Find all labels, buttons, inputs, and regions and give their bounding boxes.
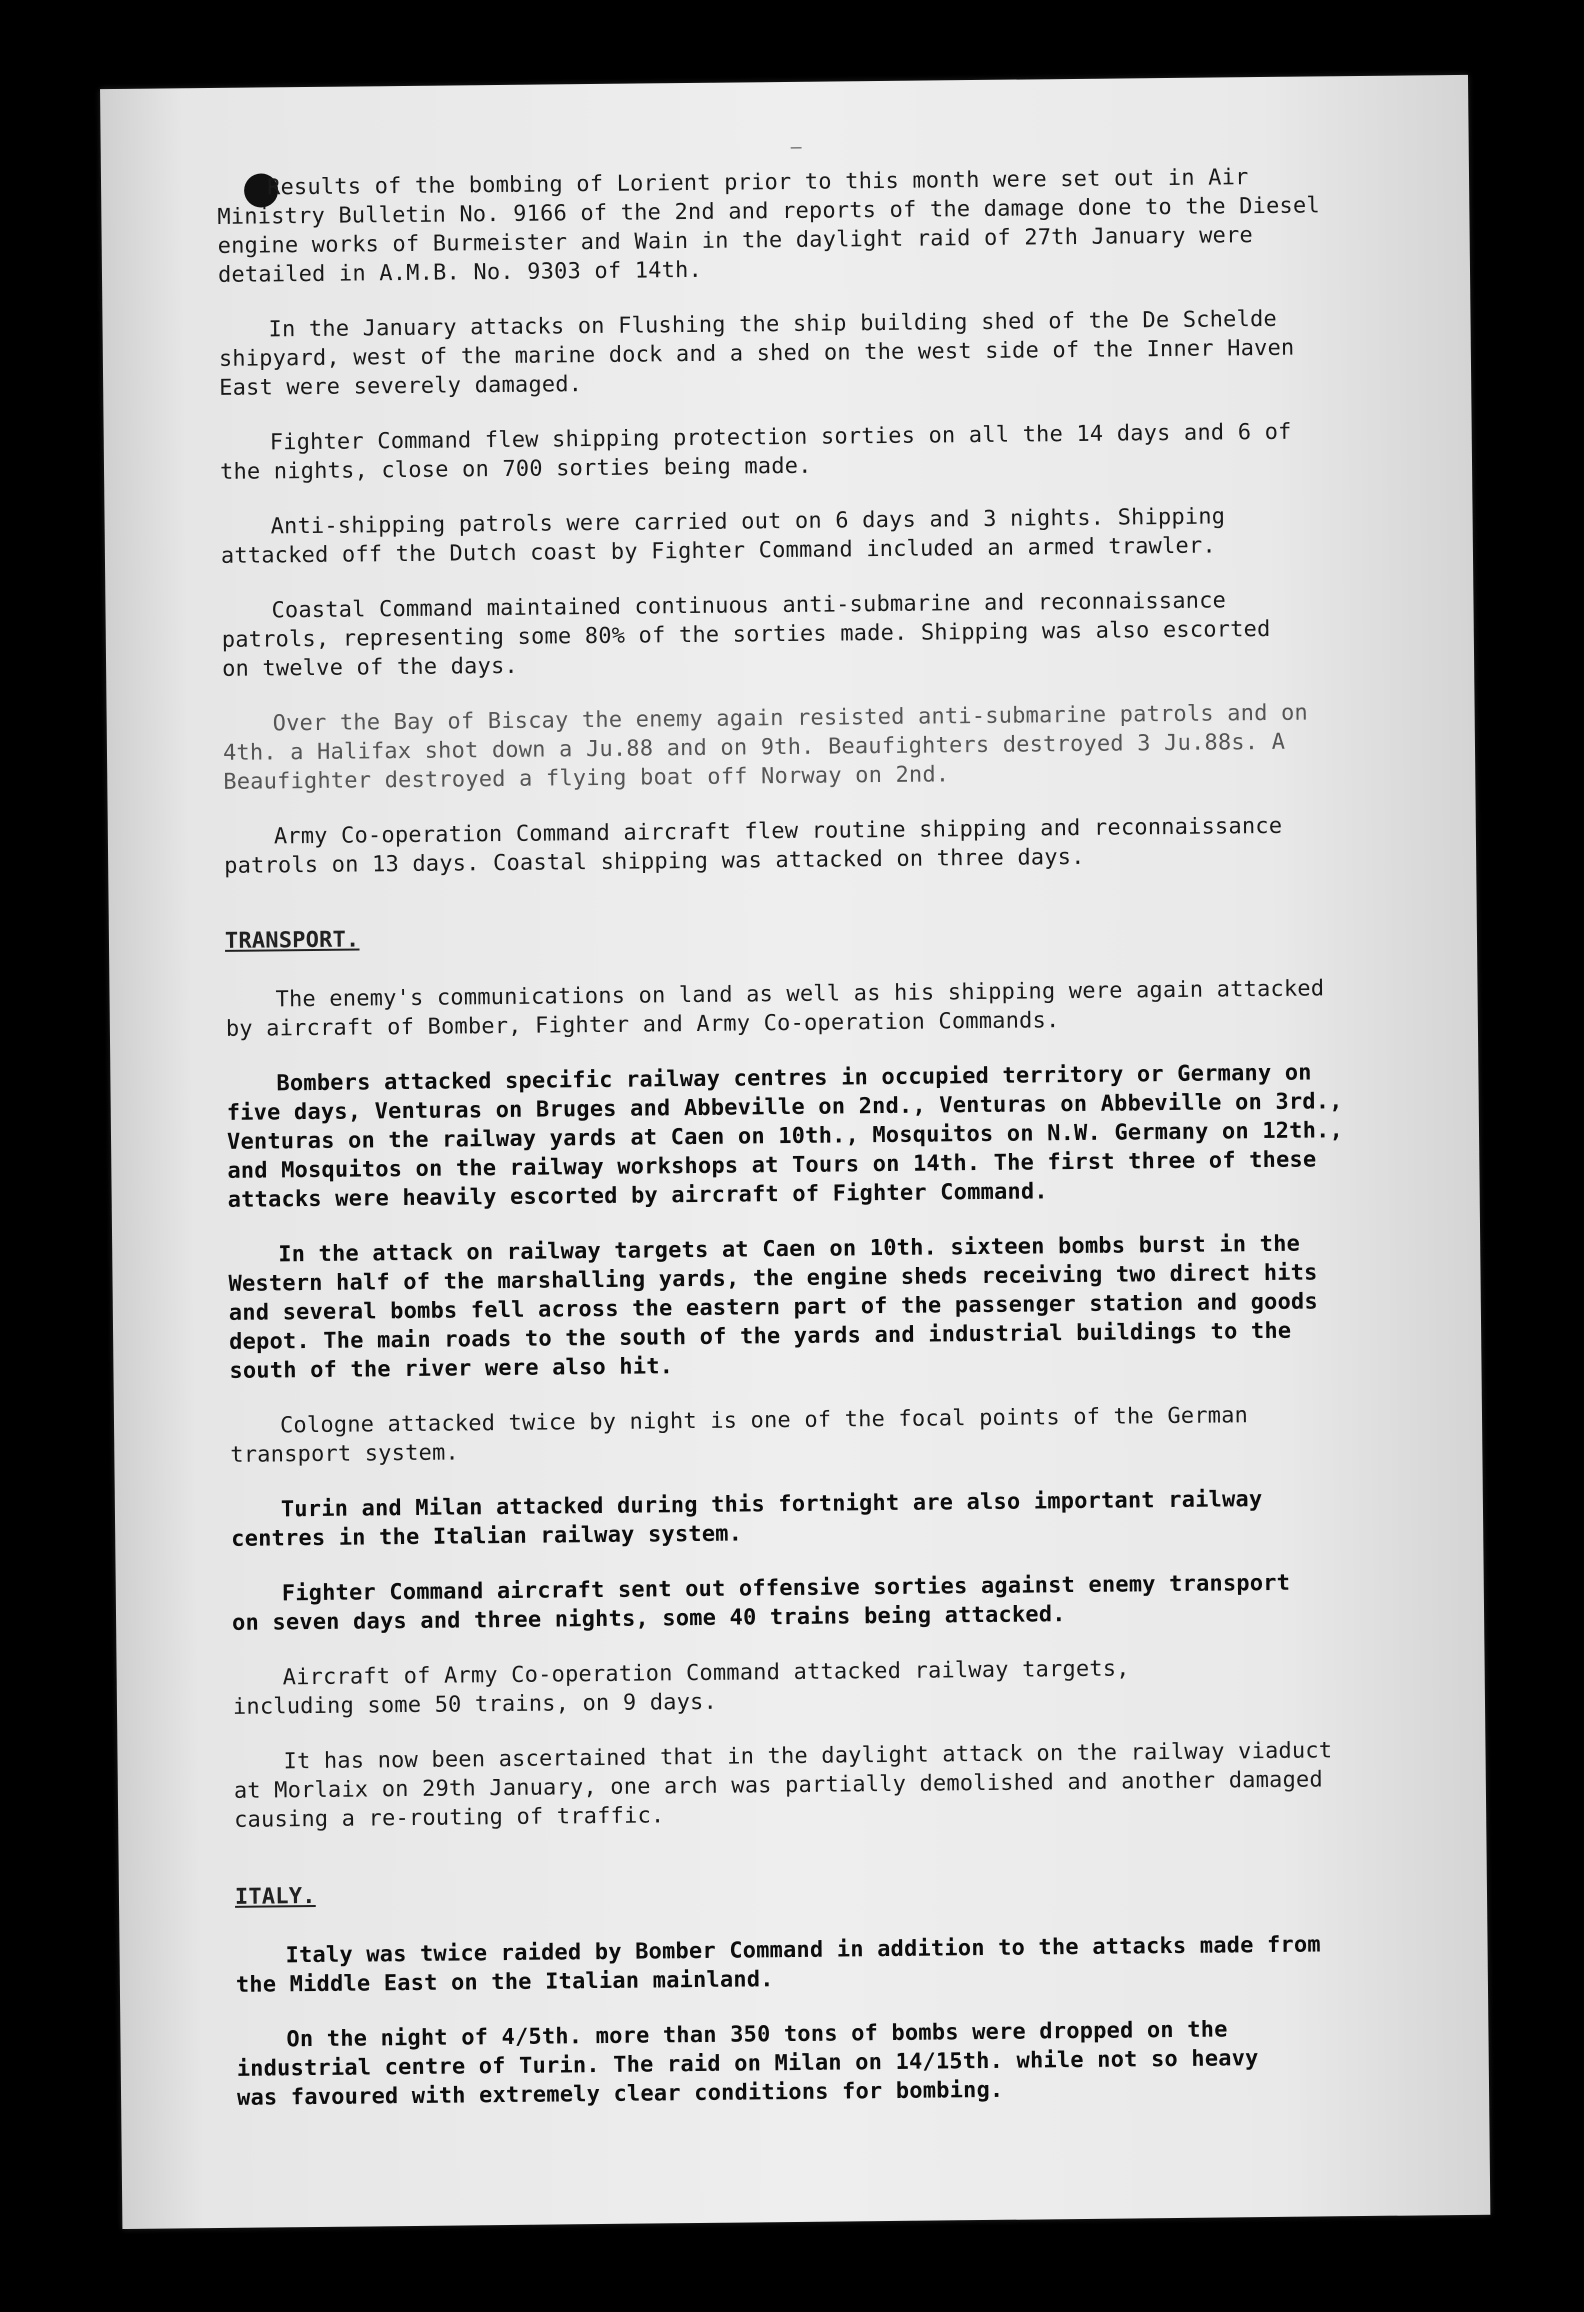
paragraph-fighter-offensive-sorties: Fighter Command aircraft sent out offensive sorties against enemy transport on seven days and three nights, some 40 trains being attacked.	[231, 1570, 1291, 1636]
document-body	[217, 161, 1488, 2139]
paragraph-army-cooperation: Army Co-operation Command aircraft flew routine shipping and reconnaissance patrols on 13 days. Coastal shipping was attacked on three days.	[224, 813, 1283, 879]
document-page	[100, 75, 1490, 2229]
page-mark: —	[790, 136, 802, 158]
paragraph-enemy-communications: The enemy's communications on land as well as his shipping were again attacked by aircraft of Bomber, Fighter and Army Co-operation Commands.	[225, 976, 1325, 1042]
paragraph-bombers-railway-centres: Bombers attacked specific railway centres in occupied territory or Germany on five days, Venturas on Bruges and Abbeville on 2nd., Venturas on Abbeville on 3rd., Venturas on the railway yards at Caen on 10th., Mosquitos on N.W. Germany on 12th., and Mosquitos on the railway workshops at Tours on 14th. The first three of these attacks were heavily escorted by aircraft of Fighter Command.	[226, 1060, 1344, 1213]
paragraph-anti-shipping-patrols: Anti-shipping patrols were carried out on 6 days and 3 nights. Shipping attacked off the Dutch coast by Fighter Command included an armed trawler.	[220, 504, 1226, 569]
paragraph-cologne: Cologne attacked twice by night is one of the focal points of the German transport system.	[230, 1403, 1249, 1468]
paragraph-caen-attack: In the attack on railway targets at Caen on 10th. sixteen bombs burst in the Western half of the marshalling yards, the engine sheds receiving two direct hits and several bombs fell across the eastern part of the passenger station and goods depot. The main roads to the south of the yards and industrial buildings to the south of the river were also hit.	[228, 1231, 1318, 1384]
paragraph-flushing-attacks: In the January attacks on Flushing the ship building shed of the De Schelde shipyard, west of the marine dock and a shed on the west side of the Inner Haven East were severely damaged.	[218, 306, 1295, 401]
paragraph-turin-milan-railway: Turin and Milan attacked during this fortnight are also important railway centres in the Italian railway system.	[231, 1487, 1263, 1552]
paragraph-fighter-command-protection: Fighter Command flew shipping protection sorties on all the 14 days and 6 of the nights, close on 700 sorties being made.	[219, 419, 1292, 485]
paragraph-turin-milan-raids: On the night of 4/5th. more than 350 tons of bombs were dropped on the industrial centre of Turin. The raid on Milan on 14/15th. while not so heavy was favoured with extremely clear conditions for bombing.	[236, 2017, 1259, 2111]
paragraph-morlaix-viaduct: It has now been ascertained that in the daylight attack on the railway viaduct at Morlaix on 29th January, one arch was partially demolished and another damaged causing a re-routing of traffic.	[233, 1738, 1333, 1833]
section-heading-italy: ITALY.	[234, 1884, 316, 1910]
paragraph-army-cooperation-trains: Aircraft of Army Co-operation Command attacked railway targets, including some 50 trains, on 9 days.	[232, 1656, 1130, 1720]
paragraph-lorient-results: Results of the bombing of Lorient prior to this month were set out in Air Ministry Bulletin No. 9166 of the 2nd and reports of the damage done to the Diesel engine works of Burmeister and Wain in the daylight raid of 27th January were detailed in A.M.B. No. 9303 of 14th.	[217, 165, 1320, 288]
paragraph-coastal-command: Coastal Command maintained continuous anti-submarine and reconnaissance patrols, representing some 80% of the sorties made. Shipping was also escorted on twelve of the days.	[221, 588, 1271, 682]
section-heading-transport: TRANSPORT.	[224, 927, 360, 954]
paragraph-italy-raids: Italy was twice raided by Bomber Command in addition to the attacks made from the Middle East on the Italian mainland.	[235, 1932, 1321, 1998]
paragraph-bay-of-biscay: Over the Bay of Biscay the enemy again resisted anti-submarine patrols and on 4th. a Halifax shot down a Ju.88 and on 9th. Beaufighters destroyed 3 Ju.88s. A Beaufighter destroyed a flying boat off Norway on 2nd.	[222, 700, 1309, 795]
